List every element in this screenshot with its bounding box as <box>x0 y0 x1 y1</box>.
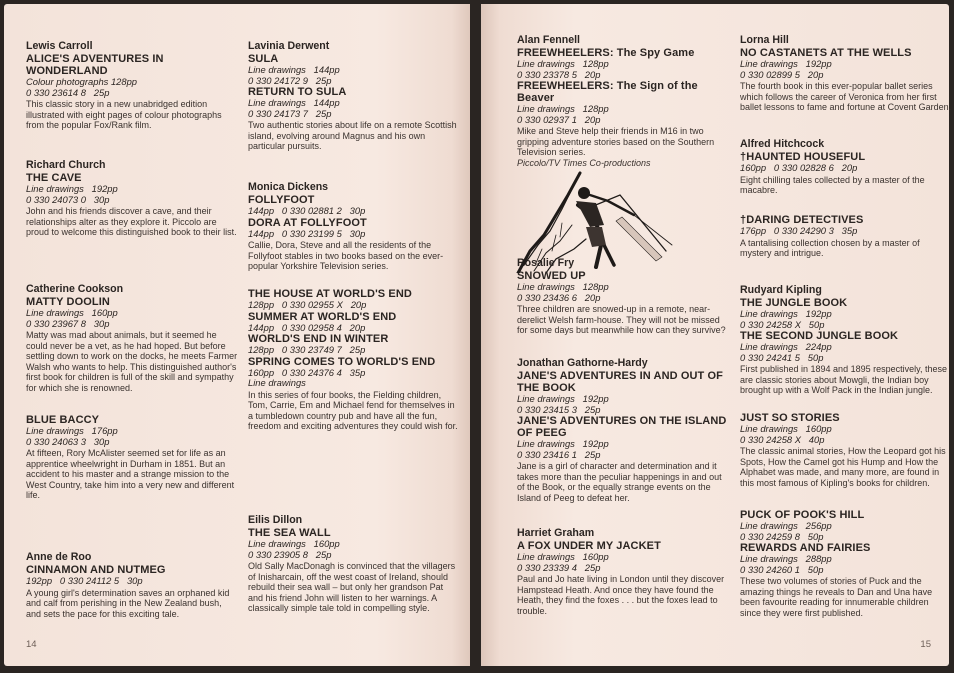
book-description: These two volumes of stories of Puck and the amazing things he reveals to Dan and Una have been favourite reading for innumerable children since they were first published. <box>740 576 933 618</box>
book-details: 0 330 24260 1 50p <box>740 563 824 575</box>
book-details: 0 330 02899 5 20p <box>740 68 824 80</box>
book-title: BLUE BACCY <box>26 414 100 426</box>
book-details: 0 330 24241 5 50p <box>740 351 824 363</box>
book-entry <box>517 34 729 168</box>
book-title: †DARING DETECTIVES <box>740 214 864 226</box>
book-entry <box>26 159 238 238</box>
author-name: Harriet Graham <box>517 527 595 539</box>
book-title: FREEWHEELERS: The Sign of the Beaver <box>517 80 698 104</box>
author-name: Eilis Dillon <box>248 514 303 526</box>
book-details: 160pp 0 330 02828 6 20p <box>740 162 858 173</box>
page-number-left: 14 <box>26 639 37 650</box>
book-details: 160pp 0 330 24376 4 35p <box>248 366 366 378</box>
book-title: JUST SO STORIES <box>740 412 840 424</box>
book-details: 0 330 23436 6 20p <box>517 291 601 303</box>
book-details: Line drawings 192pp <box>26 183 118 194</box>
climber-illustration <box>516 165 676 273</box>
book-details: Line drawings 160pp <box>740 423 832 434</box>
book-details: Line drawings 192pp <box>517 393 609 404</box>
author-name: Alan Fennell <box>517 34 580 46</box>
book-description: Two authentic stories about life on a remote Scottish island, evolving around Magnus and his own particular pursuits. <box>248 120 457 152</box>
book-details: 0 330 24258 X 40p <box>740 433 825 445</box>
author-name: Monica Dickens <box>248 181 329 193</box>
book-description: John and his friends discover a cave, and their relationships alter as they explore it. Piccolo are proud to welcome this distinguished book to their list. <box>26 206 237 238</box>
book-details: Line drawings 192pp <box>740 58 832 69</box>
book-details: 0 330 23339 4 25p <box>517 561 601 573</box>
author-name: Anne de Roo <box>26 551 92 563</box>
book-details: 0 330 23614 8 25p <box>26 86 110 98</box>
book-title: †HAUNTED HOUSEFUL <box>740 151 866 163</box>
book-entry <box>248 181 460 272</box>
book-title: REWARDS AND FAIRIES <box>740 542 871 554</box>
book-description: The fourth book in this ever-popular ballet series which follows the career of Veronica from her first ballet lessons to fame and fortune at Covent Garden. <box>740 81 952 113</box>
author-name: Richard Church <box>26 159 106 171</box>
author-name: Catherine Cookson <box>26 283 124 295</box>
book-details: 0 330 24073 0 30p <box>26 193 110 205</box>
book-entry <box>248 514 460 614</box>
book-details: 0 330 23905 8 25p <box>248 548 332 560</box>
book-entry <box>740 214 952 259</box>
book-title: JANE'S ADVENTURES IN AND OUT OF THE BOOK <box>517 370 723 394</box>
book-description: Matty was mad about animals, but it seemed he could never be a vet, as he had hoped. But before settling down to work on the docks, he meets Farmer Walsh who wants to help. This distinguished author's first book for children is full of the skill and sympathy for which she is renowned. <box>26 330 238 393</box>
book-title: CINNAMON AND NUTMEG <box>26 564 166 576</box>
book-entry <box>248 40 460 152</box>
book-details: Line drawings 176pp <box>26 425 118 436</box>
book-details: 128pp 0 330 23749 7 25p <box>248 344 366 355</box>
book-details: 144pp 0 330 02958 4 20p <box>248 321 366 333</box>
book-title: THE HOUSE AT WORLD'S END <box>248 288 412 300</box>
book-title: A FOX UNDER MY JACKET <box>517 540 661 552</box>
book-details: Line drawings 192pp <box>740 308 832 319</box>
book-title: WORLD'S END IN WINTER <box>248 333 389 345</box>
book-entry <box>740 34 952 113</box>
book-details: 0 330 24259 8 50p <box>740 530 824 542</box>
book-entry <box>517 357 729 503</box>
book-details: Colour photographs 128pp <box>26 76 138 87</box>
right-page <box>481 4 952 666</box>
book-details: Line drawings 144pp <box>248 97 340 108</box>
book-description: Paul and Jo hate living in London until they discover Hampstead Heath. And once they have found the Heath, they find the foxes . . . but the foxes lead to trouble. <box>517 574 725 616</box>
book-entry <box>740 284 952 396</box>
book-title: JANE'S ADVENTURES ON THE ISLAND OF PEEG <box>517 415 727 439</box>
book-details: Line drawings 160pp <box>248 538 340 549</box>
book-title: SUMMER AT WORLD'S END <box>248 310 397 323</box>
book-title: FREEWHEELERS: The Spy Game <box>517 47 695 59</box>
book-entry <box>26 551 238 619</box>
book-description: In this series of four books, the Fielding children, Tom, Carrie, Em and Michael fend for themselves in a tumbledown country pub and have all the fun, freedom and exciting adventures they could wish for. <box>248 389 458 432</box>
book-details: Line drawings <box>248 377 306 388</box>
book-title: SPRING COMES TO WORLD'S END <box>248 355 436 368</box>
book-title: PUCK OF POOK'S HILL <box>740 509 865 521</box>
book-entry <box>248 288 460 432</box>
book-description: Jane is a girl of character and determination and it takes more than the peculiar happenings in and out of the Book, or the equally strange events on the Island of Peeg to defeat her. <box>517 461 722 503</box>
book-description: Callie, Dora, Steve and all the residents of the Follyfoot stables in two books based on the ever-popular Yorkshire Television series. <box>248 240 444 272</box>
book-details: 0 330 23416 1 25p <box>517 448 601 460</box>
series-note: Piccolo/TV Times Co-productions <box>517 157 651 168</box>
book-title: FOLLYFOOT <box>248 194 315 206</box>
book-details: 192pp 0 330 24112 5 30p <box>26 575 143 586</box>
book-details: Line drawings 128pp <box>517 103 609 114</box>
book-description: The classic animal stories, How the Leopard got his Spots, How the Camel got his Hump and How the Alphabet was made, and many more, are found in this most famous of Kipling's books for children. <box>740 446 946 488</box>
book-details: 0 330 24258 X 50p <box>740 318 825 330</box>
book-entry <box>26 283 238 394</box>
book-title: RETURN TO SULA <box>248 86 347 98</box>
book-details: 176pp 0 330 24290 3 35p <box>740 225 858 236</box>
book-details: 128pp 0 330 02955 X 20p <box>248 299 367 310</box>
book-description: Mike and Steve help their friends in M16 in two gripping adventure stories based on the Southern Television series. <box>517 126 715 158</box>
book-details: Line drawings 160pp <box>26 307 118 318</box>
book-entry <box>740 412 952 488</box>
book-title: NO CASTANETS AT THE WELLS <box>740 47 912 59</box>
book-description: A young girl's determination saves an orphaned kid and calf from perishing in the New Zealand bush, and sets the pace for this exciting tale. <box>26 587 230 619</box>
book-details: Line drawings 288pp <box>740 553 832 564</box>
book-description: A tantalising collection chosen by a master of mystery and intrigue. <box>740 237 920 259</box>
book-details: 0 330 24172 9 25p <box>248 74 332 86</box>
book-details: Line drawings 256pp <box>740 520 832 531</box>
author-name: Jonathan Gathorne-Hardy <box>517 357 648 369</box>
book-details: Line drawings 160pp <box>517 551 609 562</box>
book-details: 144pp 0 330 23199 5 30p <box>248 227 366 239</box>
book-description: At fifteen, Rory McAlister seemed set for life as an apprentice wheelwright in Durham in 1851. But an accident to his master and a strange mission to the West Country, take him into a very new and different life. <box>26 448 235 501</box>
book-title: THE CAVE <box>26 172 82 184</box>
book-title: ALICE'S ADVENTURES IN WONDERLAND <box>26 53 164 77</box>
book-details: Line drawings 128pp <box>517 281 609 292</box>
book-description: This classic story in a new unabridged edition illustrated with eight pages of colour photographs from the popular Fox/Rank film. <box>26 99 222 131</box>
book-details: 0 330 23378 5 20p <box>517 68 601 80</box>
author-name: Lorna Hill <box>740 34 789 46</box>
book-entry <box>740 138 952 196</box>
book-details: 0 330 24173 7 25p <box>248 107 332 119</box>
author-name: Rosalie Fry <box>517 257 575 269</box>
book-title: THE SECOND JUNGLE BOOK <box>740 330 899 342</box>
book-description: First published in 1894 and 1895 respectively, these are classic stories about Mowgli, the Indian boy brought up with a Wolf Pack in the Indian jungle. <box>740 364 947 396</box>
author-name: Lavinia Derwent <box>248 40 330 52</box>
left-page <box>4 4 470 666</box>
book-title: SNOWED UP <box>517 270 586 282</box>
author-name: Lewis Carroll <box>26 40 93 52</box>
book-description: Old Sally MacDonagh is convinced that the villagers of Inisharcain, off the west coast of Ireland, should rebuild their sea wall – but only her grandson Pat and his friend John will listen to her warnings. A classically simple tale told in compelling style. <box>248 561 456 614</box>
book-title: MATTY DOOLIN <box>26 296 110 308</box>
book-entry <box>517 527 729 616</box>
book-entry <box>26 414 238 501</box>
book-title: THE JUNGLE BOOK <box>740 297 848 309</box>
book-description: Three children are snowed-up in a remote, near-derelict Welsh farm-house. They will not be missed for some days but meanwhile how can they survive? <box>517 304 726 336</box>
book-details: 144pp 0 330 02881 2 30p <box>248 205 366 216</box>
author-name: Rudyard Kipling <box>740 284 822 296</box>
book-details: Line drawings 224pp <box>740 341 832 352</box>
book-details: 0 330 23967 8 30p <box>26 317 110 329</box>
book-details: 0 330 23415 3 25p <box>517 403 601 415</box>
book-title: THE SEA WALL <box>248 527 331 539</box>
author-name: Alfred Hitchcock <box>740 138 825 150</box>
book-details: Line drawings 192pp <box>517 438 609 449</box>
book-entry <box>740 509 952 618</box>
page-number-right: 15 <box>920 639 931 650</box>
book-title: SULA <box>248 53 279 65</box>
book-entry <box>26 40 238 131</box>
book-details: Line drawings 144pp <box>248 64 340 75</box>
book-details: 0 330 24063 3 30p <box>26 435 110 447</box>
book-details: Line drawings 128pp <box>517 58 609 69</box>
book-description: Eight chilling tales collected by a master of the macabre. <box>740 174 925 196</box>
book-title: DORA AT FOLLYFOOT <box>248 216 367 229</box>
book-details: 0 330 02937 1 20p <box>517 113 601 125</box>
